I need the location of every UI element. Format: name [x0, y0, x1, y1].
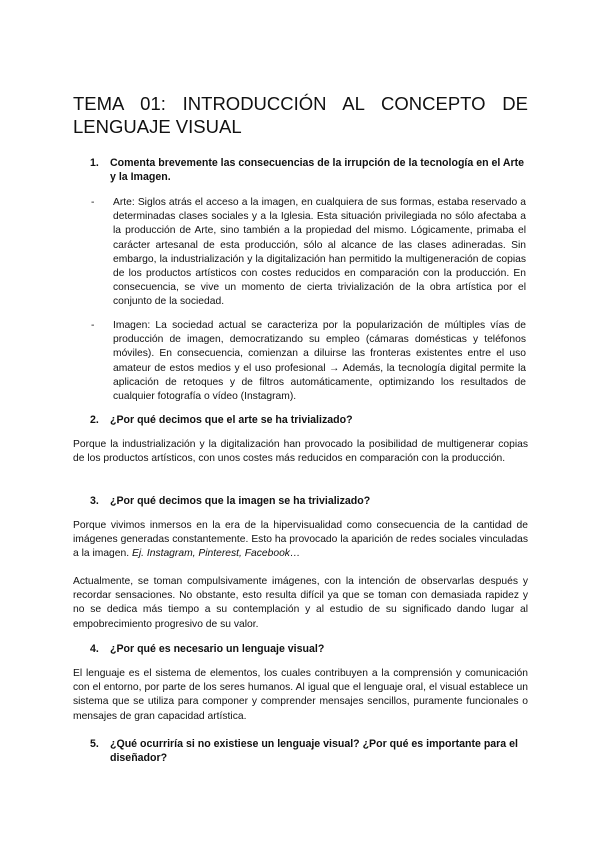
bullet-text: Arte: Siglos atrás el acceso a la imagen, en cualquiera de sus formas, estaba reservado a determinadas clases sociales y a la Iglesia. Esta situación privilegiada no sólo afectaba a la producción de Arte, sino también a la propiedad del mismo. Lógicamente, primaba el carácter artesanal de esta producción, sólo al alcance de las clases adineradas. Sin embargo, la industrialización y la digitalización han permitido la multigeneración de copias de los productos artísticos con costes reducidos en comparación con la producción. En consecuencia, se vive un momento de cierta trivialización de la obra artística por el conjunto de la sociedad.	[113, 197, 526, 308]
question-number: 2.	[90, 414, 99, 426]
answer-text: Porque vivimos inmersos en la era de la hipervisualidad como consecuencia de la cantidad de imágenes generadas constantemente. Esto ha provocado la aparición de redes sociales vinculadas a la imagen.	[73, 520, 528, 560]
question-text: Comenta brevemente las consecuencias de la irrupción de la tecnología en el Arte y la Imagen.	[110, 157, 525, 183]
bullet-text: Imagen: La sociedad actual se caracteriza por la popularización de múltiples vías de producción de imagen, democratizando su empleo (cámaras domésticas y teléfonos móviles). En consecuencia, comienzan a diluirse las fronteras existentes entre el uso amateur de estos medios y el uso profesional → Además, la tecnología digital permite la aplicación de retoques y de filtros automáticamente, optimizando los resultados de cualquier fotografía o vídeo (Instagram).	[113, 320, 526, 403]
page-title: TEMA 01: INTRODUCCIÓN AL CONCEPTO DE LENGUAJE VISUAL	[73, 93, 528, 137]
bullet-dash: -	[91, 197, 95, 208]
question-text: ¿Por qué decimos que la imagen se ha trivializado?	[110, 495, 371, 507]
question-number: 5.	[90, 738, 99, 750]
answer-3-paragraph-2: Actualmente, se toman compulsivamente imágenes, con la intención de observarlas después y recordar sensaciones. No obstante, esto resulta difícil ya que se toman con demasiada rapidez y no se dedica más tiempo a su contemplación y al estudio de su significado dando lugar al empobrecimiento progresivo de su valor.	[73, 576, 528, 630]
answer-4: El lenguaje es el sistema de elementos, los cuales contribuyen a la comprensión y comunicación con el entorno, por parte de los seres humanos. Al igual que el lenguaje oral, el visual establece un sistema que se utiliza para componer y comprender mensajes sencillos, puramente funcionales o mensajes de gran capacidad artística.	[73, 668, 528, 722]
question-text: ¿Qué ocurriría si no existiese un lenguaje visual? ¿Por qué es importante para el diseñador?	[110, 738, 518, 764]
question-number: 1.	[90, 157, 99, 169]
question-text: ¿Por qué decimos que el arte se ha trivializado?	[110, 414, 353, 426]
question-number: 4.	[90, 643, 99, 655]
bullet-dash: -	[91, 320, 95, 331]
question-number: 3.	[90, 495, 99, 507]
answer-2: Porque la industrialización y la digitalización han provocado la posibilidad de multigenerar copias de los productos artísticos, con unos costes más reducidos en comparación con la producción.	[73, 439, 528, 465]
example-text: Ej. Instagram, Pinterest, Facebook…	[131, 548, 301, 560]
question-text: ¿Por qué es necesario un lenguaje visual?	[110, 643, 325, 655]
answer-3-paragraph-1	[73, 519, 528, 562]
